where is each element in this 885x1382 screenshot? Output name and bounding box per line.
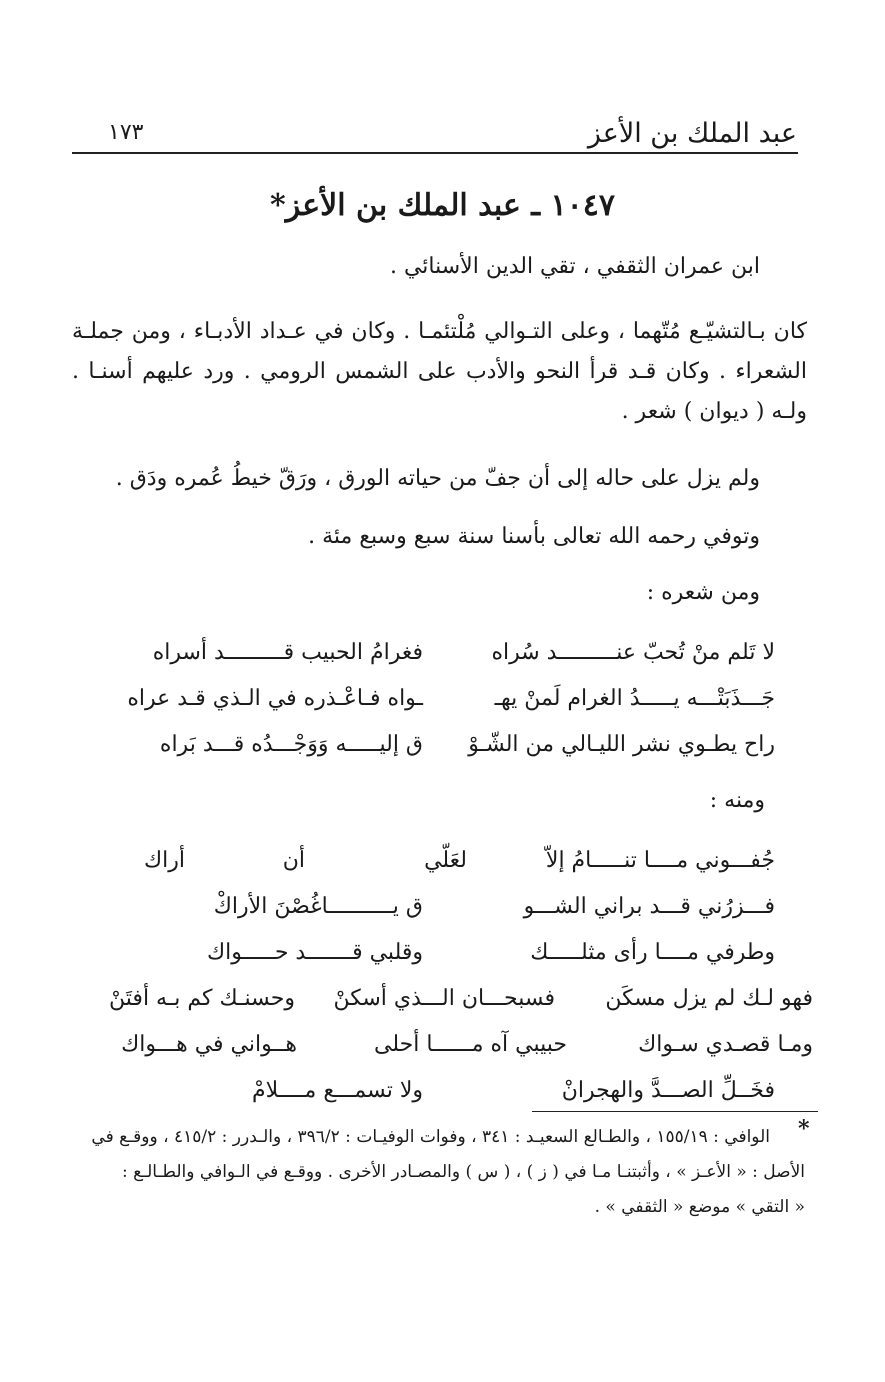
poem-intro: ومن شعره : (646, 580, 760, 605)
verse-segment: وحسنـك كم بـه أفتَنْ (109, 986, 295, 1011)
verse-segment: جُفـــوني مــــا تنـــــامُ إلاّ (545, 848, 775, 873)
verse-second-hemistich: ق إليـــــه وَوَجْـــدُه قـــد بَراه (159, 732, 423, 757)
verse-segment: أن (282, 848, 305, 873)
verse-segment: لعَلّي (424, 848, 467, 873)
verse-first-hemistich: راح يطـوي نشر الليـالي من الشّـوْ (468, 732, 775, 757)
verse-segment: فخَــلِّ الصـــدَّ والهجرانْ (561, 1078, 775, 1103)
biography-paragraph-2: ولم يزل على حاله إلى أن جفّ من حياته الورق ، ورَقّ خيطُ عُمره ودَق . (115, 466, 760, 491)
entry-title: ١٠٤٧ ـ عبد الملك بن الأعز* (270, 188, 615, 223)
poem-intro-2: ومنه : (709, 788, 765, 813)
verse-line (0, 640, 885, 686)
verse-line (0, 1032, 885, 1078)
verse-segment: ق يــــــــــاغُصْنَ الأراكْ (213, 894, 423, 919)
footnote-line: « التقي » موضع « الثقفي » . (594, 1197, 805, 1217)
verse-segment: فـــزرُني قـــد براني الشـــو (523, 894, 775, 919)
verse-segment: وطرفي مــــا رأى مثلـــــك (530, 940, 775, 965)
verse-segment: حبيبي آه مــــــا أحلى (374, 1032, 567, 1057)
footnote-rule (532, 1111, 818, 1112)
verse-segment: وقلبي قـــــــد حـــــواك (206, 940, 423, 965)
lineage-line: ابن عمران الثقفي ، تقي الدين الأسنائي . (389, 254, 760, 279)
verse-line (0, 940, 885, 986)
footnote-line: الوافي : ١٥٥/١٩ ، والطـالع السعيـد : ٣٤١ ، وفوات الوفيـات : ٣٩٦/٢ ، والـدرر : ٤١٥/٢ ، ووقـع في (91, 1127, 770, 1147)
verse-line (0, 732, 885, 778)
page-number: ١٧٣ (108, 120, 144, 145)
verse-segment: فسبحـــان الـــذي أسكنْ (333, 986, 555, 1011)
verse-line (0, 686, 885, 732)
running-title: عبد الملك بن الأعز (587, 118, 797, 149)
verse-line (0, 848, 885, 894)
verse-line (0, 986, 885, 1032)
verse-segment: هــواني في هـــواك (121, 1032, 297, 1057)
verse-line (0, 1078, 885, 1124)
footnote-line: الأصل : « الأعـز » ، وأثبتنـا مـا في ( ز ) ، ( س ) والمصـادر الأخرى . ووقـع في الـوافي والطـالـع : (121, 1162, 805, 1182)
verse-line (0, 894, 885, 940)
verse-segment: ولا تسمـــع مــــلامْ (252, 1078, 423, 1103)
verse-first-hemistich: جَـــذَبَتْـــه يـــــدُ الغرام لَمنْ يهـ (494, 686, 775, 711)
header-rule (72, 152, 798, 154)
verse-second-hemistich: فغرامُ الحبيب قـــــــــد أسراه (152, 640, 423, 665)
death-paragraph: وتوفي رحمه الله تعالى بأسنا سنة سبع وسبع مئة . (308, 524, 760, 549)
verse-second-hemistich: ـواه فـاعْـذره في الـذي قـد عراه (127, 686, 423, 711)
verse-segment: فهو لـك لم يزل مسكَن (605, 986, 813, 1011)
verse-segment: ومـا قصـدي سـواك (638, 1032, 813, 1057)
verse-segment: أراك (144, 848, 185, 873)
verse-first-hemistich: لا تَلم منْ تُحبّ عنـــــــــد سُراه (491, 640, 775, 665)
biography-paragraph: كان بـالتشيّـع مُتّهما ، وعلى التـوالي مُلْتئمـا . وكان في عـداد الأدبـاء ، ومن جملـة الشعراء . وكان قـد قرأ النحو والأدب على الشمس الرومي . ورد عليهم أسنـا . ولـه ( ديوان ) شعر . (72, 319, 807, 424)
footnote-marker: * (798, 1116, 810, 1142)
